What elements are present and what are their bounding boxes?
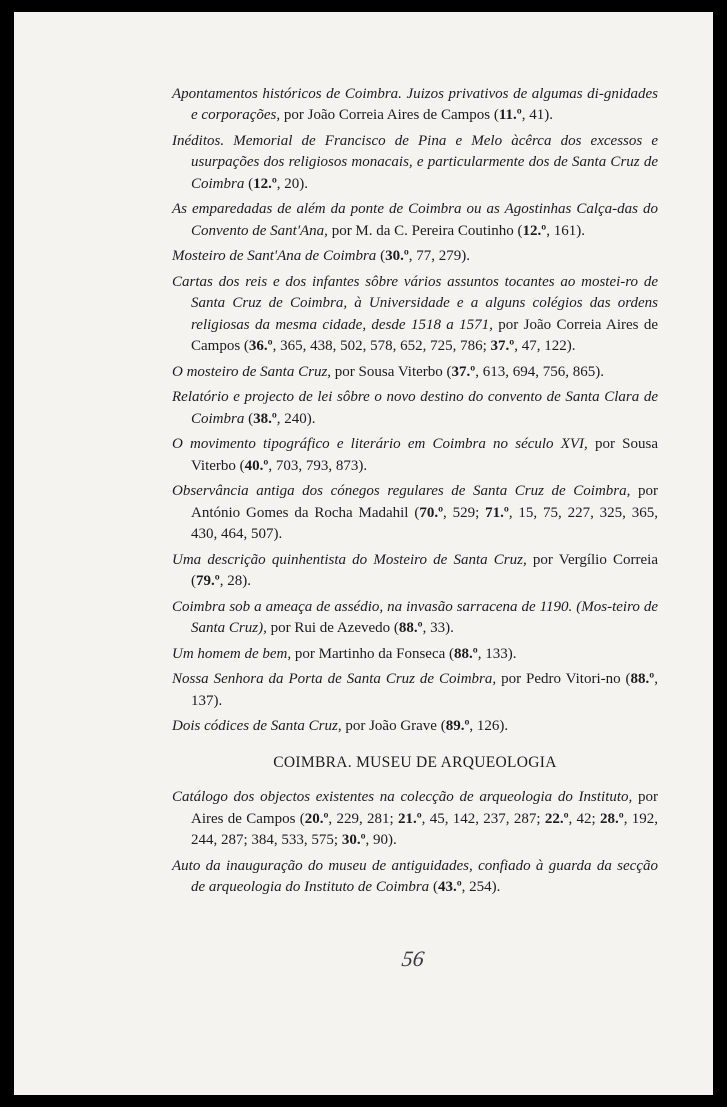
entry-title: Auto da inauguração do museu de antiguidades, confiado à guarda da secção de arqueologia do Instituto de Coimbra — [172, 857, 658, 896]
entry-title: O movimento tipográfico e literário em Coimbra no século XVI, — [172, 436, 588, 453]
volume-number: 88.º — [398, 620, 423, 637]
bibliography-entry — [172, 481, 658, 545]
entry-pages: , 529; — [443, 504, 486, 521]
entry-title: Observância antiga dos cónegos regulares de Santa Cruz de Coimbra, — [172, 483, 631, 500]
bibliography-entry — [172, 644, 658, 665]
volume-number: 88.º — [630, 671, 655, 688]
entry-pages: , 703, 793, 873). — [268, 457, 368, 474]
entry-author: ( — [244, 410, 254, 427]
entry-pages: , 229, 281; — [328, 810, 398, 827]
entry-title: Coimbra sob a ameaça de assédio, na invasão sarracena de 1190. (Mos-teiro de Santa Cruz), — [172, 598, 658, 637]
entry-pages: , 192, 244, 287; 384, 533, 575; — [191, 810, 659, 849]
volume-number: 71.º — [485, 504, 509, 521]
bibliography-entry — [172, 362, 658, 383]
volume-number: 37.º — [490, 338, 515, 355]
bibliography-entry — [172, 856, 658, 899]
entry-title: As emparedadas de além da ponte de Coimbra ou as Agostinhas Calça-das do Convento de Sant'Ana, — [172, 201, 658, 239]
entry-pages: , 77, 279). — [408, 248, 471, 265]
entry-author: por Rui de Azevedo ( — [266, 620, 399, 637]
volume-number: 30.º — [341, 832, 366, 849]
bibliography-entry — [172, 669, 658, 712]
entry-author: por M. da C. Pereira Coutinho ( — [327, 222, 523, 239]
entry-title: O mosteiro de Santa Cruz, — [172, 363, 332, 380]
page-number: 56 — [400, 946, 426, 971]
entry-pages: , 254). — [461, 879, 501, 896]
volume-number: 37.º — [451, 363, 476, 380]
volume-number: 11.º — [498, 107, 522, 124]
entry-title: Relatório e projecto de lei sôbre o novo destino do convento de Santa Clara de Coimbra — [172, 389, 658, 427]
entry-title: Uma descrição quinhentista do Mosteiro de Santa Cruz, — [172, 551, 527, 568]
entry-pages: , 133). — [477, 645, 517, 662]
volume-number: 38.º — [253, 410, 277, 427]
volume-number: 40.º — [244, 457, 269, 474]
entry-author: ( — [244, 175, 254, 192]
entry-title: Inéditos. Memorial de Francisco de Pina e Melo àcêrca dos excessos e usurpações dos religiosos monacais, e particularmente dos de Santa Cruz de Coimbra — [172, 133, 658, 192]
volume-number: 43.º — [437, 879, 462, 896]
entry-pages: , 47, 122). — [514, 338, 576, 355]
volume-number: 36.º — [248, 338, 273, 355]
section-heading: COIMBRA. MUSEU DE ARQUEOLOGIA — [273, 753, 557, 771]
entry-pages: , 28). — [219, 573, 251, 590]
entry-author: por António Gomes da Rocha Madahil ( — [191, 483, 658, 521]
entry-title: Nossa Senhora da Porta de Santa Cruz de Coimbra, — [172, 671, 497, 688]
volume-number: 22.º — [544, 810, 569, 827]
volume-number: 79.º — [196, 573, 220, 590]
bibliography-entry — [172, 387, 658, 430]
entry-pages: , 126). — [469, 718, 509, 735]
entry-author: por João Correia Aires de Campos ( — [280, 107, 499, 124]
volume-number: 12.º — [522, 222, 547, 239]
entry-author: por Vergílio Correia ( — [191, 551, 658, 590]
bibliography-entry — [172, 131, 658, 195]
entry-author: por Pedro Vitori-no ( — [496, 671, 631, 688]
bibliography-entry — [172, 84, 658, 127]
entry-pages: , 365, 438, 502, 578, 652, 725, 786; — [272, 338, 491, 355]
entry-author: por Sousa Viterbo ( — [331, 363, 452, 380]
entry-author: por João Grave ( — [341, 718, 446, 735]
entry-author: por Sousa Viterbo ( — [191, 436, 658, 474]
volume-number: 21.º — [397, 810, 422, 827]
entry-author: ( — [376, 248, 386, 265]
entry-pages: , 42; — [568, 810, 601, 827]
entry-author: por Martinho da Fonseca ( — [291, 645, 455, 662]
entry-pages: , 137). — [191, 671, 658, 709]
volume-number: 12.º — [253, 175, 277, 192]
bibliography-entry — [172, 597, 658, 640]
entry-pages: , 613, 694, 756, 865). — [475, 363, 604, 380]
entry-pages: , 33). — [422, 620, 454, 637]
entry-pages: , 15, 75, 227, 325, 365, 430, 464, 507). — [191, 504, 658, 543]
bibliography-entry — [172, 272, 658, 358]
volume-number: 28.º — [600, 810, 624, 827]
bibliography-entry — [172, 246, 658, 267]
entry-pages: , 90). — [365, 832, 397, 849]
entry-author: por João Correia Aires de Campos ( — [191, 316, 658, 355]
bibliography-entry — [172, 434, 658, 477]
document-page — [14, 12, 713, 1095]
volume-number: 88.º — [454, 645, 478, 662]
entry-pages: , 240). — [276, 410, 316, 427]
entry-pages: , 41). — [521, 107, 553, 124]
entry-title: Mosteiro de Sant'Ana de Coimbra — [172, 248, 377, 265]
volume-number: 20.º — [304, 810, 329, 827]
entry-title: Dois códices de Santa Cruz, — [172, 718, 342, 735]
volume-number: 89.º — [445, 718, 470, 735]
entry-title: Catálogo dos objectos existentes na colecção de arqueologia do Instituto, — [172, 789, 633, 806]
entry-pages: , 20). — [276, 175, 309, 192]
entry-pages: , 45, 142, 237, 287; — [421, 810, 545, 827]
volume-number: 70.º — [419, 504, 444, 521]
entry-author: por Aires de Campos ( — [191, 789, 658, 827]
entry-title: Um homem de bem, — [172, 645, 292, 662]
bibliography-entry — [172, 787, 658, 851]
bibliography-entry — [172, 199, 658, 242]
entry-pages: , 161). — [546, 222, 585, 239]
entry-author: ( — [429, 879, 438, 896]
entry-title: Apontamentos históricos de Coimbra. Juizos privativos de algumas di-gnidades e corporações, — [172, 86, 658, 124]
bibliography-list — [172, 84, 658, 903]
bibliography-entry — [172, 550, 658, 593]
bibliography-entry — [172, 716, 658, 737]
volume-number: 30.º — [385, 248, 409, 265]
entry-title: Cartas dos reis e dos infantes sôbre vários assuntos tocantes ao mostei-ro de Santa Cruz de Coimbra, à Universidade e a alguns colégios das ordens religiosas da mesma cidade, desde 1518 a 1571, — [172, 274, 658, 333]
